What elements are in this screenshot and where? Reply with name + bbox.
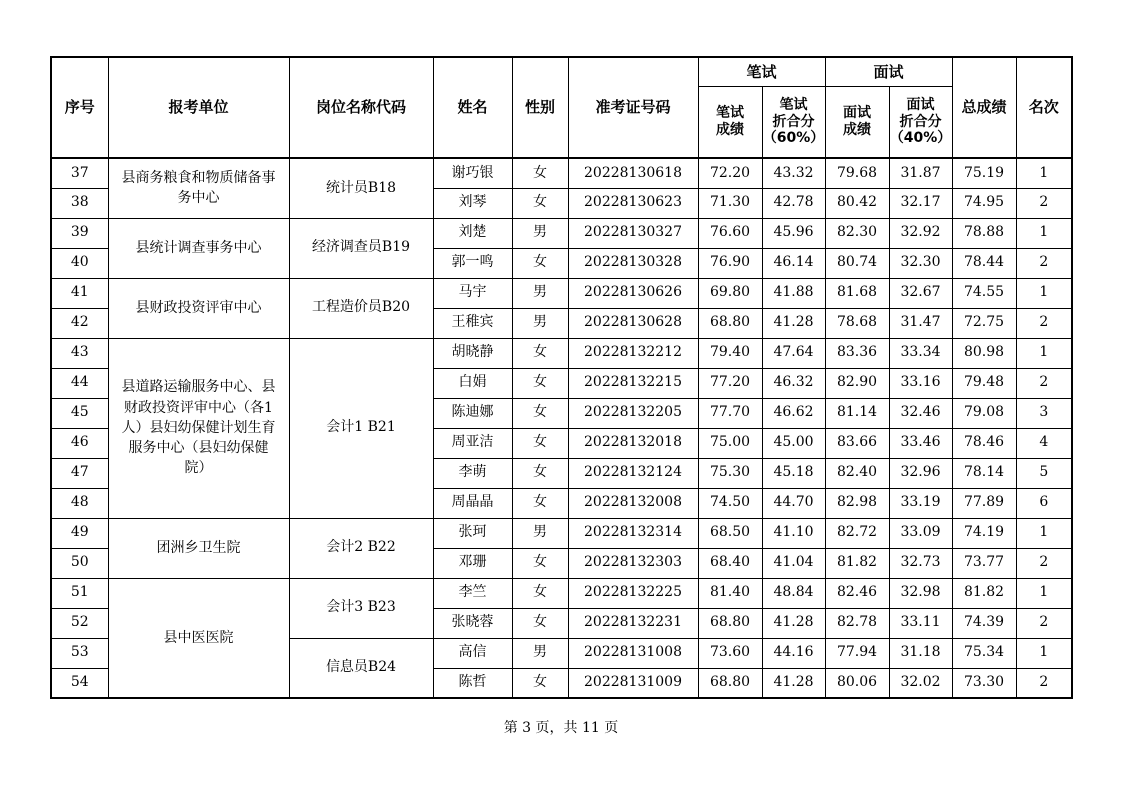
header-interview-weighted-line2: 折合分 bbox=[899, 113, 942, 130]
cell-written-weighted: 41.28 bbox=[762, 668, 825, 698]
cell-ticket: 20228132124 bbox=[568, 458, 698, 488]
cell-name: 胡晓静 bbox=[433, 338, 512, 368]
cell-ticket: 20228132008 bbox=[568, 488, 698, 518]
cell-name: 陈迪娜 bbox=[433, 398, 512, 428]
cell-written-score: 75.00 bbox=[698, 428, 762, 458]
header-total: 总成绩 bbox=[952, 57, 1016, 158]
cell-total: 79.48 bbox=[952, 368, 1016, 398]
cell-written-weighted: 45.00 bbox=[762, 428, 825, 458]
unit-line: 人）县妇幼保健计划生育 bbox=[121, 419, 276, 436]
cell-interview-score: 80.42 bbox=[825, 188, 889, 218]
cell-interview-weighted: 32.46 bbox=[889, 398, 952, 428]
unit-line: 务中心 bbox=[177, 190, 220, 207]
cell-total: 74.95 bbox=[952, 188, 1016, 218]
cell-rank: 1 bbox=[1016, 638, 1072, 668]
cell-gender: 女 bbox=[512, 488, 568, 518]
cell-ticket: 20228130328 bbox=[568, 248, 698, 278]
cell-written-weighted: 44.16 bbox=[762, 638, 825, 668]
cell-interview-score: 81.68 bbox=[825, 278, 889, 308]
cell-name: 郭一鸣 bbox=[433, 248, 512, 278]
header-written-score bbox=[698, 87, 762, 159]
results-table bbox=[50, 56, 1073, 699]
unit-line: 县统计调查事务中心 bbox=[135, 239, 262, 256]
cell-interview-score: 83.66 bbox=[825, 428, 889, 458]
cell-total: 79.08 bbox=[952, 398, 1016, 428]
cell-gender: 女 bbox=[512, 548, 568, 578]
cell-rank: 2 bbox=[1016, 548, 1072, 578]
cell-position: 工程造价员B20 bbox=[289, 278, 433, 338]
cell-interview-score: 77.94 bbox=[825, 638, 889, 668]
cell-ticket: 20228130327 bbox=[568, 218, 698, 248]
cell-written-weighted: 41.28 bbox=[762, 608, 825, 638]
cell-position: 会计2 B22 bbox=[289, 518, 433, 578]
cell-position: 信息员B24 bbox=[289, 638, 433, 698]
header-rank: 名次 bbox=[1016, 57, 1072, 158]
cell-written-weighted: 45.96 bbox=[762, 218, 825, 248]
cell-written-score: 72.20 bbox=[698, 158, 762, 188]
cell-written-weighted: 41.10 bbox=[762, 518, 825, 548]
cell-interview-weighted: 31.87 bbox=[889, 158, 952, 188]
cell-ticket: 20228130623 bbox=[568, 188, 698, 218]
cell-rank: 1 bbox=[1016, 158, 1072, 188]
cell-total: 78.14 bbox=[952, 458, 1016, 488]
cell-seq: 47 bbox=[51, 458, 108, 488]
cell-unit bbox=[108, 338, 289, 518]
cell-seq: 49 bbox=[51, 518, 108, 548]
cell-interview-score: 82.72 bbox=[825, 518, 889, 548]
cell-rank: 1 bbox=[1016, 578, 1072, 608]
cell-interview-weighted: 32.92 bbox=[889, 218, 952, 248]
cell-name: 白娟 bbox=[433, 368, 512, 398]
header-interview-score-line1: 面试 bbox=[843, 105, 872, 122]
cell-ticket: 20228130626 bbox=[568, 278, 698, 308]
cell-ticket: 20228132018 bbox=[568, 428, 698, 458]
cell-rank: 6 bbox=[1016, 488, 1072, 518]
cell-total: 74.55 bbox=[952, 278, 1016, 308]
cell-written-weighted: 44.70 bbox=[762, 488, 825, 518]
cell-interview-score: 80.06 bbox=[825, 668, 889, 698]
cell-rank: 1 bbox=[1016, 518, 1072, 548]
cell-total: 78.44 bbox=[952, 248, 1016, 278]
cell-seq: 40 bbox=[51, 248, 108, 278]
header-written-weighted-line1: 笔试 bbox=[779, 96, 808, 113]
cell-written-score: 68.80 bbox=[698, 608, 762, 638]
cell-total: 74.39 bbox=[952, 608, 1016, 638]
cell-gender: 女 bbox=[512, 188, 568, 218]
unit-line: 县中医医院 bbox=[163, 629, 234, 646]
header-written-weighted-line2: 折合分 bbox=[772, 113, 815, 130]
cell-unit bbox=[108, 518, 289, 578]
cell-ticket: 20228132225 bbox=[568, 578, 698, 608]
table-row bbox=[51, 578, 1072, 608]
cell-ticket: 20228130618 bbox=[568, 158, 698, 188]
cell-interview-weighted: 33.09 bbox=[889, 518, 952, 548]
cell-name: 陈哲 bbox=[433, 668, 512, 698]
cell-interview-score: 82.90 bbox=[825, 368, 889, 398]
cell-written-score: 81.40 bbox=[698, 578, 762, 608]
cell-written-score: 73.60 bbox=[698, 638, 762, 668]
cell-written-weighted: 41.28 bbox=[762, 308, 825, 338]
cell-written-score: 75.30 bbox=[698, 458, 762, 488]
cell-interview-score: 81.82 bbox=[825, 548, 889, 578]
cell-interview-weighted: 32.67 bbox=[889, 278, 952, 308]
header-name: 姓名 bbox=[433, 57, 512, 158]
cell-seq: 53 bbox=[51, 638, 108, 668]
header-seq: 序号 bbox=[51, 57, 108, 158]
cell-interview-weighted: 32.96 bbox=[889, 458, 952, 488]
cell-gender: 女 bbox=[512, 608, 568, 638]
cell-written-weighted: 48.84 bbox=[762, 578, 825, 608]
cell-written-score: 77.70 bbox=[698, 398, 762, 428]
cell-written-score: 68.80 bbox=[698, 668, 762, 698]
cell-ticket: 20228131009 bbox=[568, 668, 698, 698]
cell-seq: 45 bbox=[51, 398, 108, 428]
cell-name: 马宇 bbox=[433, 278, 512, 308]
cell-total: 77.89 bbox=[952, 488, 1016, 518]
header-written-score-line1: 笔试 bbox=[716, 105, 744, 122]
cell-seq: 52 bbox=[51, 608, 108, 638]
cell-interview-score: 81.14 bbox=[825, 398, 889, 428]
header-interview-weighted bbox=[889, 87, 952, 159]
cell-unit bbox=[108, 578, 289, 698]
cell-position: 会计1 B21 bbox=[289, 338, 433, 518]
cell-written-weighted: 46.14 bbox=[762, 248, 825, 278]
cell-total: 81.82 bbox=[952, 578, 1016, 608]
header-ticket: 准考证号码 bbox=[568, 57, 698, 158]
cell-name: 王稚宾 bbox=[433, 308, 512, 338]
cell-unit bbox=[108, 158, 289, 218]
header-interview-weighted-line1: 面试 bbox=[906, 96, 935, 113]
header-written-weighted bbox=[762, 87, 825, 159]
cell-written-weighted: 46.32 bbox=[762, 368, 825, 398]
cell-written-score: 76.90 bbox=[698, 248, 762, 278]
cell-total: 73.77 bbox=[952, 548, 1016, 578]
unit-line: 县财政投资评审中心 bbox=[135, 299, 262, 316]
header-interview-score bbox=[825, 87, 889, 159]
cell-ticket: 20228131008 bbox=[568, 638, 698, 668]
cell-written-score: 69.80 bbox=[698, 278, 762, 308]
cell-name: 李萌 bbox=[433, 458, 512, 488]
cell-total: 78.88 bbox=[952, 218, 1016, 248]
cell-interview-score: 82.30 bbox=[825, 218, 889, 248]
cell-interview-weighted: 33.19 bbox=[889, 488, 952, 518]
cell-seq: 50 bbox=[51, 548, 108, 578]
table-row bbox=[51, 338, 1072, 368]
cell-ticket: 20228132212 bbox=[568, 338, 698, 368]
cell-written-score: 68.80 bbox=[698, 308, 762, 338]
cell-interview-weighted: 33.34 bbox=[889, 338, 952, 368]
cell-total: 72.75 bbox=[952, 308, 1016, 338]
cell-seq: 44 bbox=[51, 368, 108, 398]
cell-seq: 43 bbox=[51, 338, 108, 368]
unit-line: 县道路运输服务中心、县 bbox=[121, 379, 276, 396]
cell-ticket: 20228130628 bbox=[568, 308, 698, 338]
cell-total: 80.98 bbox=[952, 338, 1016, 368]
header-written-weighted-line3: （60%） bbox=[762, 130, 825, 147]
cell-name: 张晓蓉 bbox=[433, 608, 512, 638]
cell-total: 78.46 bbox=[952, 428, 1016, 458]
cell-rank: 2 bbox=[1016, 368, 1072, 398]
cell-ticket: 20228132314 bbox=[568, 518, 698, 548]
cell-written-weighted: 41.88 bbox=[762, 278, 825, 308]
cell-total: 73.30 bbox=[952, 668, 1016, 698]
table-row bbox=[51, 218, 1072, 248]
cell-gender: 女 bbox=[512, 668, 568, 698]
header-interview-group: 面试 bbox=[825, 57, 952, 87]
cell-interview-weighted: 32.73 bbox=[889, 548, 952, 578]
cell-gender: 女 bbox=[512, 158, 568, 188]
cell-interview-weighted: 33.11 bbox=[889, 608, 952, 638]
cell-unit bbox=[108, 278, 289, 338]
cell-ticket: 20228132205 bbox=[568, 398, 698, 428]
cell-written-score: 68.50 bbox=[698, 518, 762, 548]
cell-rank: 5 bbox=[1016, 458, 1072, 488]
cell-rank: 2 bbox=[1016, 308, 1072, 338]
cell-seq: 42 bbox=[51, 308, 108, 338]
cell-rank: 2 bbox=[1016, 188, 1072, 218]
cell-interview-score: 82.78 bbox=[825, 608, 889, 638]
cell-written-score: 76.60 bbox=[698, 218, 762, 248]
cell-written-score: 68.40 bbox=[698, 548, 762, 578]
cell-ticket: 20228132303 bbox=[568, 548, 698, 578]
cell-position: 经济调查员B19 bbox=[289, 218, 433, 278]
cell-interview-weighted: 33.16 bbox=[889, 368, 952, 398]
cell-rank: 4 bbox=[1016, 428, 1072, 458]
cell-interview-score: 79.68 bbox=[825, 158, 889, 188]
cell-rank: 2 bbox=[1016, 668, 1072, 698]
header-written-group: 笔试 bbox=[698, 57, 825, 87]
header-written-score-line2: 成绩 bbox=[716, 122, 744, 138]
cell-seq: 38 bbox=[51, 188, 108, 218]
cell-name: 周晶晶 bbox=[433, 488, 512, 518]
cell-interview-weighted: 31.47 bbox=[889, 308, 952, 338]
cell-rank: 3 bbox=[1016, 398, 1072, 428]
cell-gender: 男 bbox=[512, 638, 568, 668]
cell-gender: 女 bbox=[512, 398, 568, 428]
header-interview-weighted-line3: （40%） bbox=[889, 130, 952, 147]
cell-ticket: 20228132215 bbox=[568, 368, 698, 398]
cell-seq: 48 bbox=[51, 488, 108, 518]
cell-interview-score: 78.68 bbox=[825, 308, 889, 338]
cell-written-weighted: 41.04 bbox=[762, 548, 825, 578]
cell-interview-weighted: 32.30 bbox=[889, 248, 952, 278]
cell-name: 周亚洁 bbox=[433, 428, 512, 458]
cell-position: 统计员B18 bbox=[289, 158, 433, 218]
cell-interview-weighted: 31.18 bbox=[889, 638, 952, 668]
cell-name: 刘琴 bbox=[433, 188, 512, 218]
header-position: 岗位名称代码 bbox=[289, 57, 433, 158]
cell-written-weighted: 42.78 bbox=[762, 188, 825, 218]
table-body bbox=[51, 158, 1072, 698]
cell-name: 李竺 bbox=[433, 578, 512, 608]
cell-written-weighted: 45.18 bbox=[762, 458, 825, 488]
header-unit: 报考单位 bbox=[108, 57, 289, 158]
cell-written-score: 79.40 bbox=[698, 338, 762, 368]
cell-name: 刘楚 bbox=[433, 218, 512, 248]
table-header bbox=[51, 57, 1072, 158]
cell-interview-weighted: 32.02 bbox=[889, 668, 952, 698]
cell-name: 谢巧银 bbox=[433, 158, 512, 188]
unit-line: 县商务粮食和物质储备事 bbox=[121, 169, 276, 186]
cell-written-score: 71.30 bbox=[698, 188, 762, 218]
cell-written-weighted: 47.64 bbox=[762, 338, 825, 368]
unit-line: 财政投资评审中心（各1 bbox=[124, 399, 273, 416]
cell-interview-weighted: 32.98 bbox=[889, 578, 952, 608]
cell-seq: 37 bbox=[51, 158, 108, 188]
cell-seq: 46 bbox=[51, 428, 108, 458]
cell-interview-weighted: 33.46 bbox=[889, 428, 952, 458]
cell-gender: 女 bbox=[512, 428, 568, 458]
unit-line: 团洲乡卫生院 bbox=[156, 539, 241, 556]
cell-written-weighted: 43.32 bbox=[762, 158, 825, 188]
cell-gender: 男 bbox=[512, 278, 568, 308]
cell-rank: 1 bbox=[1016, 218, 1072, 248]
cell-gender: 女 bbox=[512, 458, 568, 488]
cell-unit bbox=[108, 218, 289, 278]
cell-interview-score: 80.74 bbox=[825, 248, 889, 278]
page-footer: 第 3 页，共 11 页 bbox=[503, 720, 619, 736]
cell-name: 张珂 bbox=[433, 518, 512, 548]
cell-rank: 2 bbox=[1016, 608, 1072, 638]
cell-rank: 1 bbox=[1016, 338, 1072, 368]
table-row bbox=[51, 518, 1072, 548]
cell-rank: 2 bbox=[1016, 248, 1072, 278]
cell-interview-score: 82.40 bbox=[825, 458, 889, 488]
cell-gender: 女 bbox=[512, 368, 568, 398]
table-row bbox=[51, 158, 1072, 188]
cell-interview-weighted: 32.17 bbox=[889, 188, 952, 218]
cell-gender: 女 bbox=[512, 338, 568, 368]
cell-interview-score: 83.36 bbox=[825, 338, 889, 368]
cell-written-weighted: 46.62 bbox=[762, 398, 825, 428]
cell-ticket: 20228132231 bbox=[568, 608, 698, 638]
cell-gender: 男 bbox=[512, 218, 568, 248]
header-interview-score-line2: 成绩 bbox=[843, 122, 872, 138]
cell-interview-score: 82.98 bbox=[825, 488, 889, 518]
cell-seq: 41 bbox=[51, 278, 108, 308]
cell-total: 74.19 bbox=[952, 518, 1016, 548]
cell-rank: 1 bbox=[1016, 278, 1072, 308]
cell-name: 邓珊 bbox=[433, 548, 512, 578]
table-row bbox=[51, 278, 1072, 308]
cell-total: 75.19 bbox=[952, 158, 1016, 188]
cell-gender: 女 bbox=[512, 248, 568, 278]
cell-gender: 男 bbox=[512, 308, 568, 338]
unit-line: 院） bbox=[184, 460, 213, 477]
header-gender: 性别 bbox=[512, 57, 568, 158]
cell-written-score: 77.20 bbox=[698, 368, 762, 398]
cell-seq: 51 bbox=[51, 578, 108, 608]
cell-gender: 男 bbox=[512, 518, 568, 548]
cell-seq: 39 bbox=[51, 218, 108, 248]
cell-gender: 女 bbox=[512, 578, 568, 608]
cell-written-score: 74.50 bbox=[698, 488, 762, 518]
unit-line: 服务中心（县妇幼保健 bbox=[128, 440, 269, 457]
cell-position: 会计3 B23 bbox=[289, 578, 433, 638]
cell-total: 75.34 bbox=[952, 638, 1016, 668]
cell-interview-score: 82.46 bbox=[825, 578, 889, 608]
cell-seq: 54 bbox=[51, 668, 108, 698]
cell-name: 高信 bbox=[433, 638, 512, 668]
